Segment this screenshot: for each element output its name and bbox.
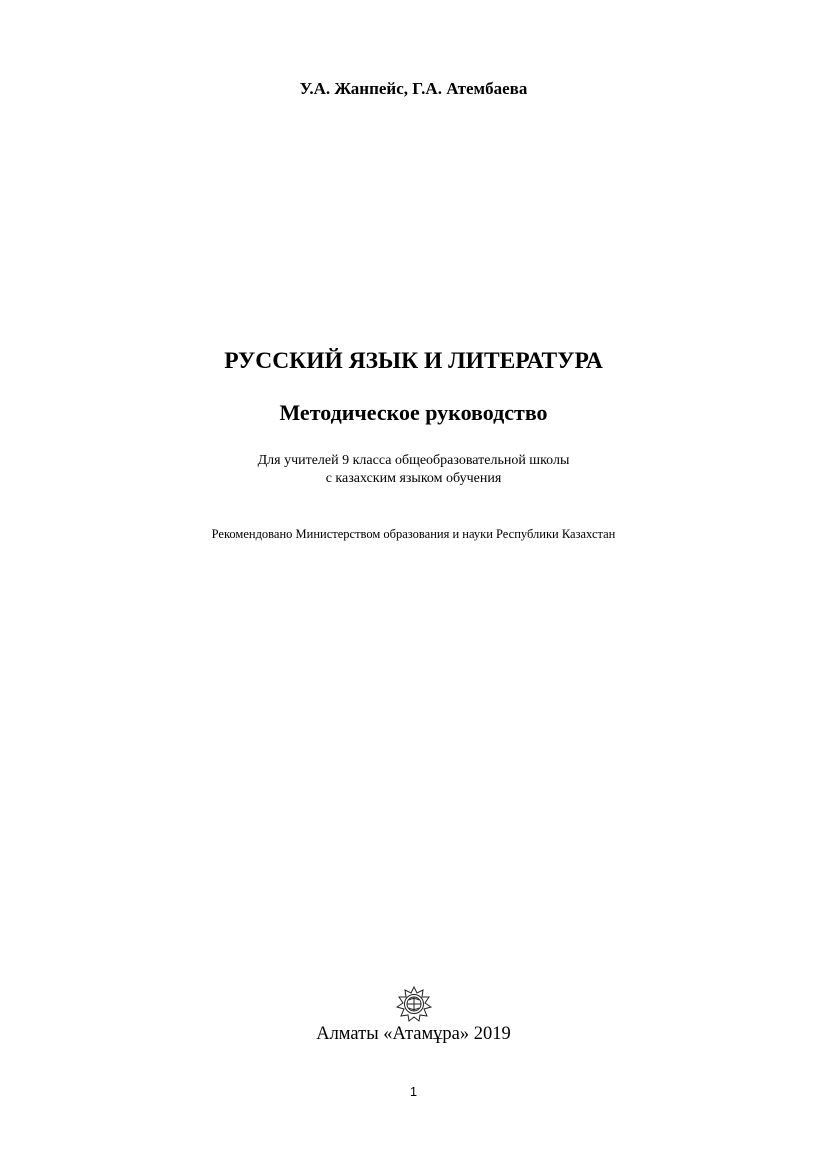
- book-subtitle: Методическое руководство: [279, 400, 548, 425]
- audience-line-1: Для учителей 9 класса общеобразовательной школы: [257, 453, 570, 468]
- audience-line-2: с казахским языком обучения: [325, 471, 502, 486]
- ministry-recommendation: Рекомендовано Министерством образования и науки Республики Казахстан: [211, 527, 616, 541]
- book-title: РУССКИЙ ЯЗЫК И ЛИТЕРАТУРА: [224, 348, 603, 374]
- authors: У.А. Жанпейс, Г.А. Атембаева: [299, 79, 528, 98]
- page-number: 1: [409, 1084, 418, 1099]
- publisher-imprint: Алматы «Атамұра» 2019: [316, 1024, 511, 1044]
- publisher-emblem-icon: [396, 986, 432, 1022]
